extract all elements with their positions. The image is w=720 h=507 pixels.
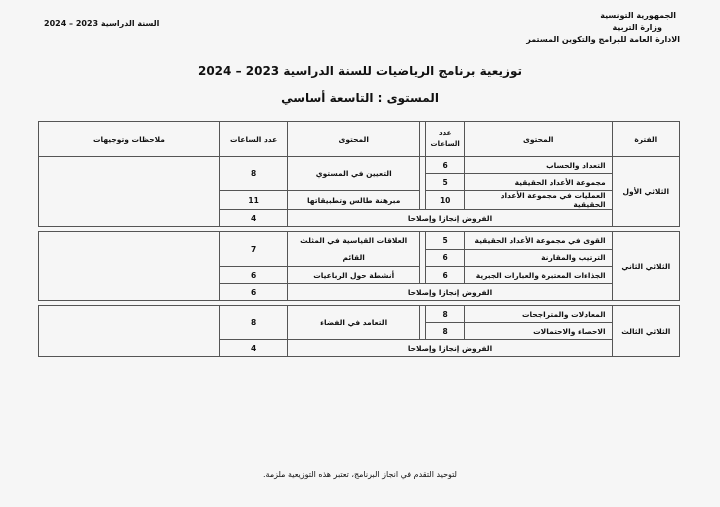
content-cell: الجذاءات المعتبرة والعبارات الجبرية (464, 267, 612, 284)
content-cell: المعادلات والمتراجحات (464, 306, 612, 323)
content-cell: الترتيب والمقارنة (464, 249, 612, 267)
school-year-label: السنة الدراسية 2023 – 2024 (44, 19, 160, 28)
exams-label: الفروض إنجازا وإصلاحا (288, 210, 612, 227)
header-hours-2: عدد الساعات (219, 122, 287, 157)
ministry-name: وزارة التربية (612, 23, 662, 32)
footer-note: لتوحيد التقدم في انجاز البرنامج، تعتبر هذه التوزيعية ملزمة. (262, 470, 457, 479)
content-cell: العمليات في مجموعة الأعداد الحقيقية (464, 191, 612, 210)
content-cell-2: العلاقات القياسية في المثلث القائم (288, 232, 420, 267)
notes-cell (39, 232, 220, 301)
content-cell: مجموعة الأعداد الحقيقية (464, 174, 612, 191)
table-row (39, 232, 680, 250)
hours-cell: 5 (426, 232, 465, 250)
exams-hours: 4 (219, 340, 287, 357)
header-notes: ملاحظات وتوجيهات (39, 122, 220, 157)
trimester-label: الثلاثي الثالث (612, 306, 679, 357)
exams-label: الفروض إنجازا وإصلاحا (288, 284, 612, 301)
hours-cell: 8 (426, 323, 465, 340)
hours-cell-2: 7 (219, 232, 287, 267)
hours-cell: 6 (426, 157, 465, 174)
content-cell-2: التعيين في المستوي (288, 157, 420, 191)
program-distribution-table (38, 121, 680, 357)
header-content: المحتوى (464, 122, 612, 157)
header-hours: عدد الساعات (426, 122, 465, 157)
hours-cell-2: 8 (219, 157, 287, 191)
directorate-name: الادارة العامة للبرامج والتكوين المستمر (526, 35, 680, 44)
content-cell-2: أنشطة حول الرباعيات (288, 267, 420, 284)
trimester-label: الثلاثي الثاني (612, 232, 679, 301)
exams-label: الفروض إنجازا وإصلاحا (288, 340, 612, 357)
table-row (39, 306, 680, 323)
official-header (526, 10, 680, 46)
content-cell-2: مبرهنة طالس وتطبيقاتها (288, 191, 420, 210)
content-cell: القوى في مجموعة الأعداد الحقيقية (464, 232, 612, 250)
hours-cell: 6 (426, 249, 465, 267)
level-label: المستوى : التاسعة أساسي (281, 91, 439, 105)
country-name: الجمهورية التونسية (600, 11, 676, 20)
hours-cell: 6 (426, 267, 465, 284)
notes-cell (39, 306, 220, 357)
content-cell: الاحصاء والاحتمالات (464, 323, 612, 340)
content-cell-2: التعامد في الفضاء (288, 306, 420, 340)
document-title: توزيعية برنامج الرياضيات للسنة الدراسية 2023 – 2024 (197, 64, 522, 78)
header-period: الفترة (612, 122, 679, 157)
exams-hours: 4 (219, 210, 287, 227)
trimester-label: الثلاثي الأول (612, 157, 679, 227)
table-row (39, 157, 680, 174)
hours-cell: 5 (426, 174, 465, 191)
exams-hours: 6 (219, 284, 287, 301)
hours-cell-2: 6 (219, 267, 287, 284)
notes-cell (39, 157, 220, 227)
hours-cell-2: 8 (219, 306, 287, 340)
hours-cell-2: 11 (219, 191, 287, 210)
header-content-2: المحتوى (288, 122, 420, 157)
hours-cell: 8 (426, 306, 465, 323)
table-header-row (39, 122, 680, 157)
hours-cell: 10 (426, 191, 465, 210)
content-cell: التعداد والحساب (464, 157, 612, 174)
